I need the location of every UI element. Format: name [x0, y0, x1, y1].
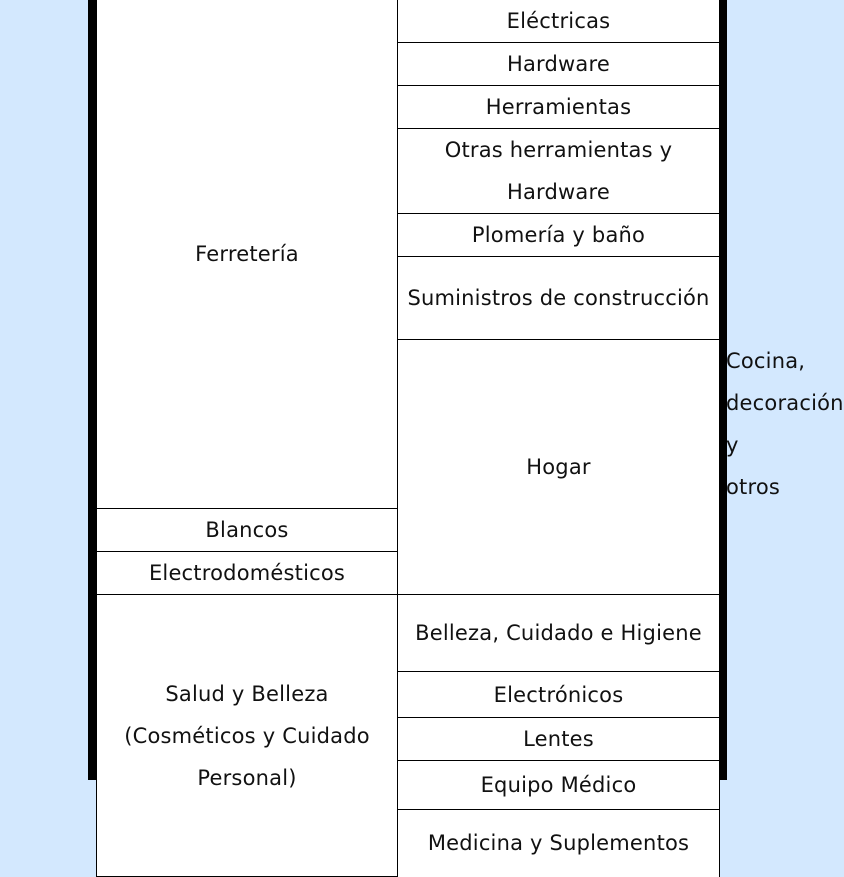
subcategory-cell: Herramientas — [398, 86, 720, 129]
subcategory-cell: Blancos — [97, 509, 398, 552]
category-table — [96, 0, 844, 877]
table-row — [97, 595, 720, 672]
table-row: Hogar Cocina, decoración y otros — [97, 340, 720, 509]
category-cell-salud-belleza: Salud y Belleza (Cosméticos y Cuidado Personal) — [97, 595, 398, 877]
table-frame — [88, 0, 844, 855]
subcategory-cell: Eléctricas — [398, 0, 720, 43]
subcategory-cell: Otras herramientas y Hardware — [398, 129, 720, 214]
subcategory-cell: Lentes — [398, 718, 720, 761]
subcategory-cell: Electrónicos — [398, 672, 720, 718]
table-row — [97, 0, 720, 43]
subcategory-cell: Belleza, Cuidado e Higiene — [398, 595, 720, 672]
subcategory-cell: Suministros de construcción — [398, 257, 720, 340]
subcategory-cell: Plomería y baño — [398, 214, 720, 257]
category-cell-ferreteria: Ferretería — [97, 0, 398, 509]
subcategory-cell: Hardware — [398, 43, 720, 86]
subcategory-cell: Electrodomésticos — [97, 552, 398, 595]
subcategory-cell: Medicina y Suplementos — [398, 810, 720, 877]
subcategory-cell: Equipo Médico — [398, 761, 720, 810]
category-cell-hogar: Hogar — [398, 340, 720, 595]
